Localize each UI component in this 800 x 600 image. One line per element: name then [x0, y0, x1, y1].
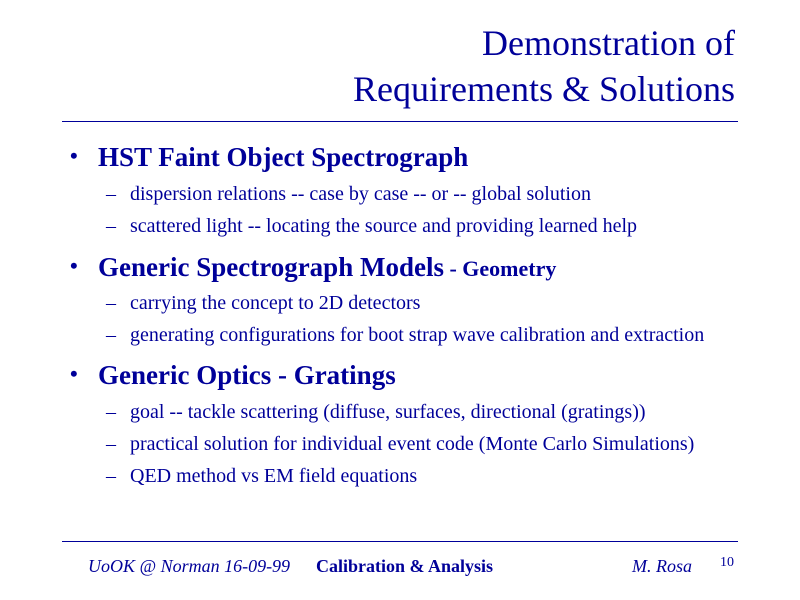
bullet-spectrograph-models [70, 252, 556, 283]
dash-marker: – [106, 324, 116, 346]
footer-venue-date: UoOK @ Norman 16-09-99 [88, 556, 291, 576]
bullet-label: Generic Spectrograph Models [98, 252, 444, 282]
sub-item [106, 465, 417, 488]
dash-marker: – [106, 401, 116, 423]
title-line-2: Requirements & Solutions [353, 69, 735, 109]
bullet-dot: • [70, 361, 78, 386]
bullet-fos [70, 142, 468, 173]
sub-item-text: generating configurations for boot strap wave calibration and extraction [130, 324, 705, 346]
sub-item-text: goal -- tackle scattering (diffuse, surfaces, directional (gratings)) [130, 401, 646, 423]
title-line-1: Demonstration of [482, 23, 735, 63]
footer-session-title: Calibration & Analysis [316, 556, 494, 576]
sub-item-text: QED method vs EM field equations [130, 465, 418, 487]
sub-item [106, 292, 420, 315]
bullet-label: HST Faint Object Spectrograph [98, 142, 469, 172]
sub-item [106, 215, 637, 238]
slide-title [353, 20, 735, 112]
bullet-dot: • [70, 253, 78, 278]
page-number: 10 [720, 555, 734, 570]
sub-item-text: practical solution for individual event code (Monte Carlo Simulations) [130, 433, 695, 455]
bullet-label: Generic Optics - Gratings [98, 360, 396, 390]
dash-marker: – [106, 433, 116, 455]
sub-item-text: carrying the concept to 2D detectors [130, 292, 421, 314]
dash-marker: – [106, 215, 116, 237]
title-divider [62, 121, 738, 122]
sub-item [106, 401, 646, 424]
sub-item [106, 433, 694, 456]
sub-item [106, 324, 704, 347]
sub-item-text: scattered light -- locating the source and providing learned help [130, 215, 638, 237]
dash-marker: – [106, 292, 116, 314]
sub-item [106, 183, 591, 206]
dash-marker: – [106, 465, 116, 487]
dash-marker: – [106, 183, 116, 205]
bullet-suffix: - Geometry [443, 256, 557, 281]
sub-item-text: dispersion relations -- case by case -- or -- global solution [130, 183, 591, 205]
bullet-dot: • [70, 143, 78, 168]
footer-divider [62, 541, 738, 542]
footer-author: M. Rosa [632, 556, 692, 576]
bullet-optics-gratings [70, 360, 396, 391]
